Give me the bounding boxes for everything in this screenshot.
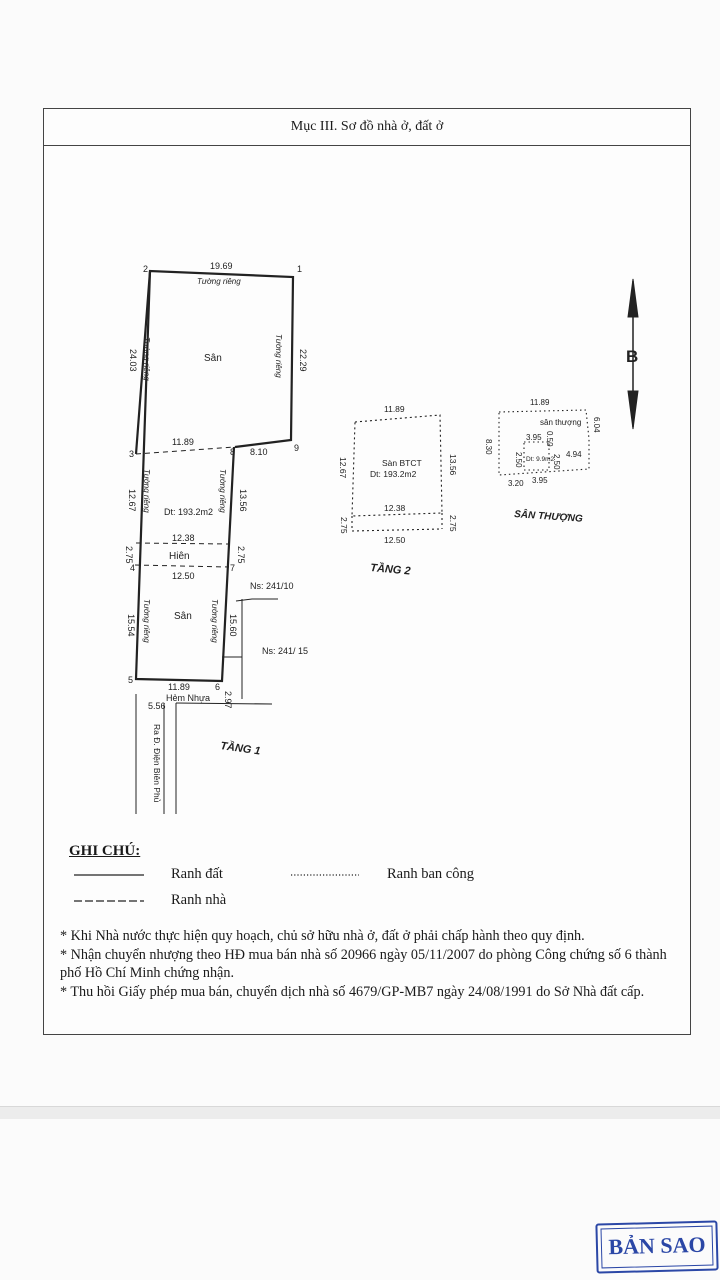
floor1-title: TẦNG 1: [219, 740, 262, 758]
page-divider: [0, 1106, 720, 1119]
wall-label-right-mid: Tường riêng: [218, 469, 227, 513]
f2-dim-br: 2.75: [448, 515, 458, 532]
wall-label-left: Tường riêng: [142, 337, 151, 381]
f2-dim-bl: 2.75: [339, 517, 349, 534]
dim-bottom: 11.89: [168, 682, 190, 692]
floor1-area: Dt: 193.2m2: [164, 507, 214, 517]
point-9: 9: [294, 443, 300, 453]
point-6: 6: [215, 682, 221, 692]
solid-line-icon: [74, 870, 144, 880]
wall-label-left-low: Tường riêng: [142, 599, 151, 643]
dim-porch-bottom: 12.50: [172, 571, 195, 581]
legend-house: Ranh nhà: [171, 892, 227, 908]
roof-yard: sân thượng: [540, 418, 582, 427]
dim-right-lower: 15.60: [228, 614, 238, 637]
roof-dim-a: 3.95: [526, 433, 542, 442]
legend-title: GHI CHÚ:: [69, 843, 141, 859]
point-3: 3: [129, 449, 135, 459]
legend-land: Ranh đất: [171, 866, 223, 882]
point-7: 7: [230, 563, 236, 573]
roof-room-area: Dt: 9.9m2: [526, 456, 555, 463]
point-4: 4: [130, 563, 136, 573]
legend-balcony: Ranh ban công: [387, 866, 474, 882]
f2-dim-top: 11.89: [384, 404, 405, 414]
roof-dim-f: 3.20: [508, 479, 524, 488]
copy-stamp: BẢN SAO: [595, 1220, 718, 1273]
f2-dim-bottom-inner: 12.38: [384, 503, 406, 513]
north-arrow-icon: [626, 279, 638, 429]
note-3: * Thu hồi Giấy phép mua bán, chuyển dịch nhà số 4679/GP-MB7 ngày 24/08/1991 do Sở Nhà đất cấp.: [60, 984, 645, 1000]
point-1: 1: [297, 264, 303, 274]
dim-porch-right: 2.75: [236, 546, 246, 564]
dim-porch-left: 2.75: [124, 546, 134, 564]
roof-labels: [484, 398, 601, 525]
dim-porch-top: 12.38: [172, 533, 195, 543]
north-label: B: [626, 347, 639, 366]
floor1-line-3-8: [136, 447, 235, 454]
yard-bottom-label: Sân: [174, 611, 192, 622]
dim-right-mid: 13.56: [238, 489, 248, 512]
road-label: Ra Đ. Điện Biên Phủ: [152, 724, 162, 803]
point-5: 5: [128, 675, 134, 685]
legend: [69, 843, 679, 912]
section-title: Mục III. Sơ đồ nhà ở, đất ở: [44, 109, 690, 146]
neighbor-1-label: Ns: 241/10: [250, 581, 294, 591]
neighbor-2-label: Ns: 241/ 15: [262, 646, 309, 656]
site-plan-drawing: [44, 109, 690, 829]
f2-slab: Sàn BTCT: [382, 458, 422, 468]
dim-left-upper: 24.03: [128, 349, 138, 372]
roof-dim-b: 0.50: [545, 431, 554, 447]
wall-label-left-mid: Tường riêng: [142, 469, 151, 513]
floor1-porch-bottom: [135, 565, 229, 567]
dim-left-mid: 12.67: [127, 489, 137, 512]
dim-left-lower: 15.54: [126, 614, 136, 637]
point-2: 2: [143, 264, 149, 274]
legend-row-1: [69, 860, 679, 886]
wall-label-right: Tường riêng: [274, 334, 283, 378]
notes: [60, 927, 690, 1002]
f2-area: Dt: 193.2m2: [370, 469, 417, 479]
roof-dim-d: 2.50: [552, 454, 561, 470]
f2-dim-bottom: 12.50: [384, 535, 406, 545]
dim-right-upper: 22.29: [298, 349, 308, 372]
floor1-porch-top: [136, 543, 230, 544]
note-2: * Nhận chuyển nhượng theo HĐ mua bán nhà số 20966 ngày 05/11/2007 do phòng Công chứng số 6 thành phố Hồ Chí Minh chứng nhận.: [60, 947, 667, 981]
wall-label-top: Tường riêng: [197, 277, 241, 286]
yard-top-label: Sân: [204, 353, 222, 364]
alley-name: Hẻm Nhựa: [166, 693, 211, 703]
roof-dim-e: 4.94: [566, 450, 582, 459]
note-1: * Khi Nhà nước thực hiện quy hoạch, chủ sở hữu nhà ở, đất ở phải chấp hành theo quy định.: [60, 928, 585, 944]
dotted-line-icon: [291, 870, 359, 880]
f2-dim-left: 12.67: [338, 457, 348, 479]
legend-row-2: [69, 886, 679, 912]
point-8: 8: [230, 447, 236, 457]
roof-dim-g: 3.95: [532, 476, 548, 485]
roof-dim-top: 11.89: [530, 398, 550, 407]
dim-top: 19.69: [210, 261, 233, 271]
dim-mid-width: 11.89: [172, 437, 194, 447]
dashed-line-icon: [74, 896, 144, 906]
roof-title: SÂN THƯỢNG: [513, 509, 584, 525]
porch-label: Hiên: [169, 551, 190, 562]
roof-dim-right: 6.04: [592, 417, 601, 433]
roof-dim-c: 2.50: [514, 452, 523, 468]
floor2-balcony-front: [352, 529, 442, 531]
wall-label-right-low: Tường riêng: [210, 599, 219, 643]
plan-sheet: [43, 108, 691, 1035]
f2-dim-right: 13.56: [448, 454, 458, 476]
roof-dim-left: 8.30: [484, 439, 493, 455]
dim-alley: 5.56: [148, 701, 166, 711]
floor1-labels: [124, 261, 308, 803]
floor2-title: TẦNG 2: [369, 562, 411, 578]
dim-step: 8.10: [250, 447, 268, 457]
dim-corner: 2.97: [223, 691, 233, 709]
